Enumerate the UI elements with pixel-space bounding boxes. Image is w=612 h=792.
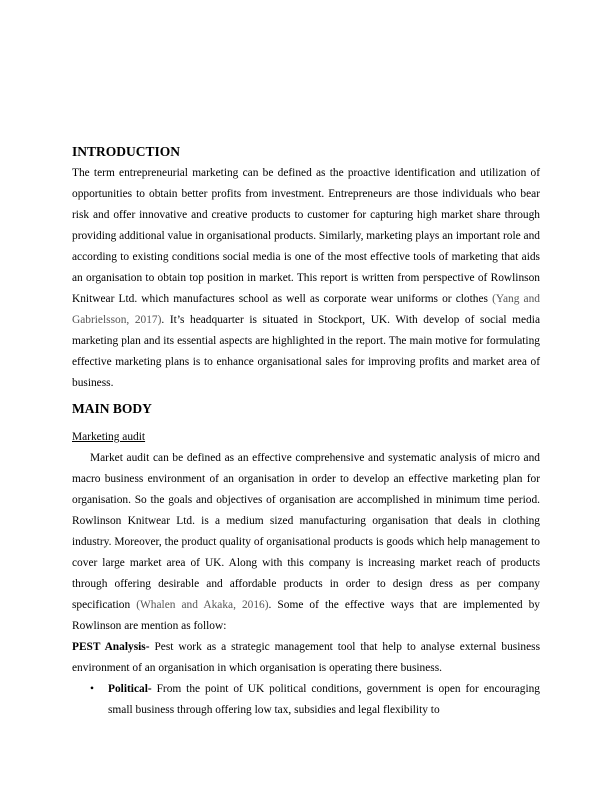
introduction-heading: INTRODUCTION xyxy=(72,144,181,159)
introduction-citation: (Yang and Gabrielsson, 2017) xyxy=(72,293,540,326)
introduction-text-part1: The term entrepreneurial marketing can be defined as the proactive identification and utilization of opportunities to obtain better profits from investment. Entrepreneurs are those individuals who bear risk and offer innovative and creative products to customer for capturing high market share through providing additional value in organisational products. Similarly, marketing plays an important role and according to existing conditions social media is one of the most effective tools of marketing that aids an organisation to obtain top position in market. This report is written from perspective of Rowlinson Knitwear Ltd. which manufactures school as well as corporate wear uniforms or clothes xyxy=(72,167,540,305)
audit-text-part1: Market audit can be defined as an effective comprehensive and systematic analysis of micro and macro business environment of an organisation in order to develop an effective marketing plan for organisation. So the goals and objectives of organisation are accomplished in minimum time period. Rowlinson Knitwear Ltd. is a medium sized manufacturing organisation that deals in clothing industry. Moreover, the product quality of organisational products is goods which help management to cover large market area of UK. Along with this company is increasing market reach of products through offering desirable and affordable products in order to design dress as per company specification xyxy=(72,452,540,611)
introduction-paragraph xyxy=(72,163,540,394)
bullet-text: From the point of UK political conditions, government is open for encouraging small business through offering low tax, subsidies and legal flexibility to xyxy=(108,683,540,716)
bullet-icon: • xyxy=(90,683,94,695)
document-page xyxy=(72,142,540,721)
audit-citation: (Whalen and Akaka, 2016) xyxy=(136,599,269,611)
marketing-audit-subheading: Marketing audit xyxy=(72,431,146,443)
audit-text-part2: . Some of the effective ways that are implemented by Rowlinson are mention as follow: xyxy=(72,599,540,632)
main-body-heading: MAIN BODY xyxy=(72,401,152,416)
marketing-audit-paragraph xyxy=(72,448,540,637)
list-item xyxy=(72,679,540,721)
pest-bullet-list xyxy=(72,679,540,721)
bullet-label: Political- xyxy=(108,683,152,695)
introduction-text-part2: . It’s headquarter is situated in Stockport, UK. With develop of social media marketing plan and its essential aspects are highlighted in the report. The main motive for formulating effective marketing plans is to enhance organisational sales for improving profits and market area of business. xyxy=(72,314,540,389)
pest-analysis-label: PEST Analysis- xyxy=(72,641,150,653)
pest-analysis-text: Pest work as a strategic management tool that help to analyse external business environment of an organisation in which organisation is operating there business. xyxy=(72,641,540,674)
pest-analysis-paragraph xyxy=(72,637,540,679)
